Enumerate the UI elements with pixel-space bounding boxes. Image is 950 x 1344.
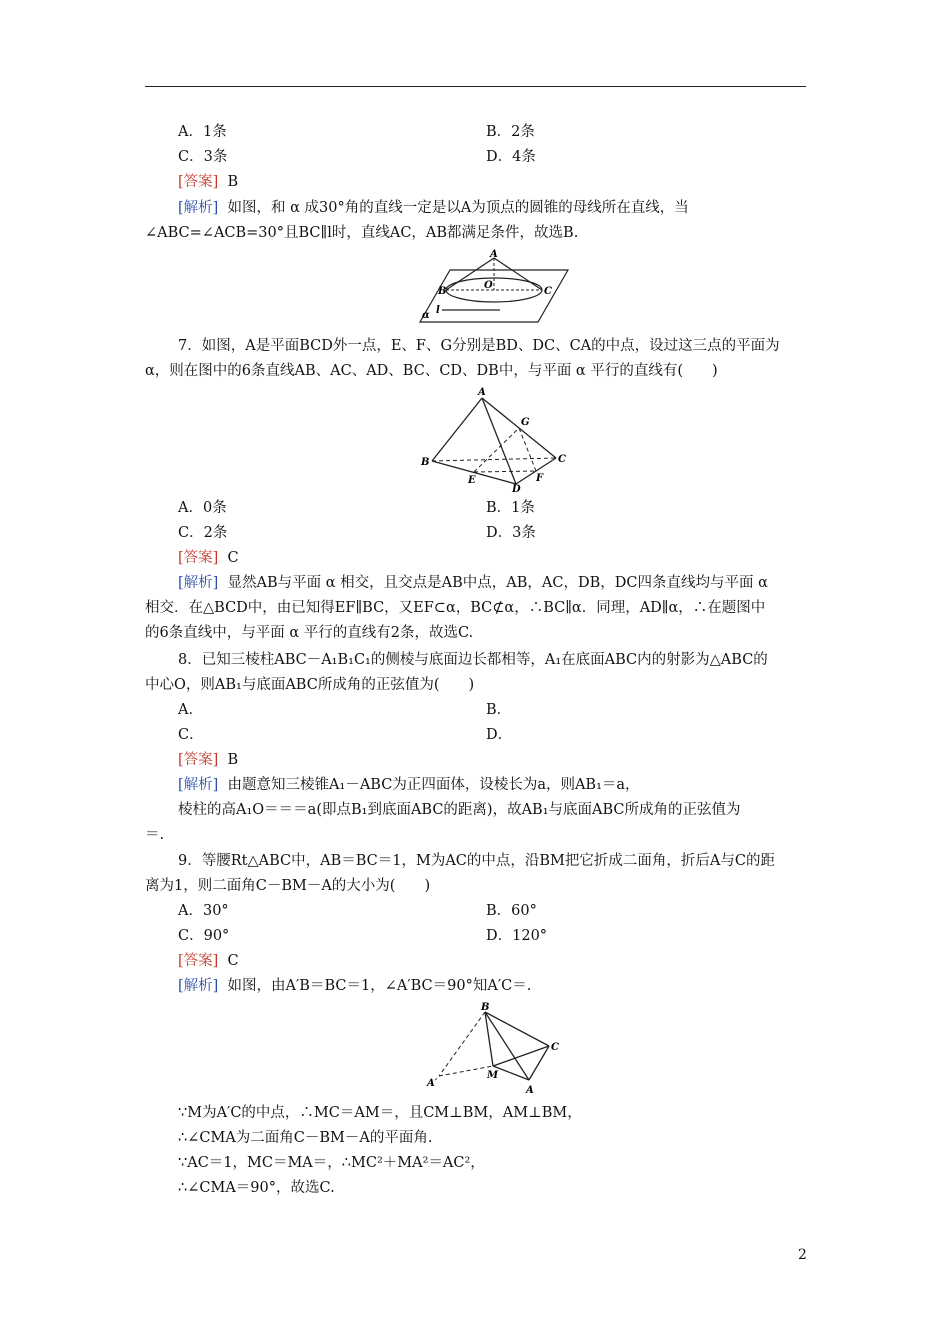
answer-value: C: [227, 953, 239, 969]
explanation-text: 由题意知三棱锥A₁－ABC为正四面体，设棱长为a，则AB₁＝a，: [227, 777, 640, 793]
q8-explanation-line1: [178, 775, 640, 795]
q8-answer: [178, 750, 238, 770]
explanation-tag: [解析]: [178, 200, 219, 216]
q8-option-a: A．: [178, 702, 203, 718]
segment-ef: [474, 471, 536, 472]
q7-explanation-line3: 的6条直线中，与平面 α 平行的直线有2条，故选C.: [145, 625, 474, 641]
q6-answer: [178, 172, 238, 192]
answer-tag: [答案]: [178, 752, 219, 768]
edge-ba1: [439, 1012, 485, 1076]
q9-stem-line1: 9．等腰Rt△ABC中，AB＝BC＝1，M为AC的中点，沿BM把它折成二面角，折后A与C的距: [178, 853, 775, 869]
q9-solution-line2: ∴∠CMA为二面角C－BM－A的平面角.: [178, 1130, 433, 1146]
label-c: C: [544, 286, 552, 297]
label-a: A: [490, 249, 498, 260]
q6-option-d: D．4条: [486, 149, 536, 165]
label-a: A: [478, 387, 486, 398]
q6-option-c: C．3条: [178, 149, 228, 165]
label-f: F: [536, 473, 544, 484]
explanation-text: 如图，和 α 成30°角的直线一定是以A为顶点的圆锥的母线所在直线，当: [227, 200, 689, 216]
label-l: l: [436, 305, 440, 316]
q7-answer: [178, 548, 239, 568]
label-b: B: [438, 286, 447, 297]
label-b: B: [481, 1002, 490, 1013]
q9-option-b: B．60°: [486, 903, 537, 919]
label-o: O: [484, 280, 493, 291]
q9-stem-line2: 离为1，则二面角C－BM－A的大小为( ): [145, 878, 431, 894]
q8-option-d: D．: [486, 727, 513, 743]
figure-tetrahedron: [418, 384, 578, 494]
figure-cone-plane: [410, 248, 580, 324]
q6-option-a: A．1条: [178, 124, 227, 140]
edge-mc: [493, 1046, 549, 1066]
q8-explanation-line2: 棱柱的高A₁O＝＝＝a(即点B₁到底面ABC的距离)，故AB₁与底面ABC所成角的正弦值为: [178, 802, 741, 818]
answer-tag: [答案]: [178, 953, 219, 969]
q9-solution-line3: ∵AC＝1，MC＝MA＝，∴MC²＋MA²＝AC²，: [178, 1155, 485, 1171]
explanation-tag: [解析]: [178, 978, 219, 994]
q9-solution-line4: ∴∠CMA＝90°，故选C.: [178, 1180, 335, 1196]
label-a-prime: A′: [427, 1078, 438, 1089]
q7-explanation-line2: 相交．在△BCD中，由已知得EF∥BC，又EF⊂α，BC⊄α，∴BC∥α．同理，AD∥α，∴在题图中: [145, 600, 766, 616]
q6-explanation-line2: ∠ABC=∠ACB=30°且BC∥l时，直线AC，AB都满足条件，故选B.: [145, 225, 579, 241]
q7-option-c: C．2条: [178, 525, 228, 541]
label-a: A: [526, 1085, 534, 1096]
edge-ma: [493, 1066, 529, 1080]
explanation-text: 如图，由A′B＝BC＝1，∠A′BC＝90°知A′C＝.: [227, 978, 532, 994]
q7-stem-line1: 7．如图，A是平面BCD外一点，E、F、G分别是BD、DC、CA的中点，设过这三点的平面为: [178, 338, 780, 354]
edge-bc: [485, 1012, 549, 1046]
edge-ab: [432, 398, 482, 461]
label-m: M: [487, 1070, 499, 1081]
label-c: C: [558, 454, 566, 465]
label-e: E: [468, 475, 476, 486]
explanation-text: 显然AB与平面 α 相交，且交点是AB中点，AB，AC，DB，DC四条直线均与平面 α: [227, 575, 768, 591]
q8-option-c: C．: [178, 727, 204, 743]
q7-option-d: D．3条: [486, 525, 536, 541]
q7-stem-line2: α，则在图中的6条直线AB、AC、AD、BC、CD、DB中，与平面 α 平行的直线有( ): [145, 363, 718, 379]
label-b: B: [421, 457, 430, 468]
q8-stem-line1: 8．已知三棱柱ABC－A₁B₁C₁的侧棱与底面边长都相等，A₁在底面ABC内的射影为△ABC的: [178, 652, 768, 668]
q9-option-a: A．30°: [178, 903, 229, 919]
label-alpha: α: [422, 310, 430, 321]
q7-explanation-line1: [178, 573, 768, 593]
q9-explanation-line1: [178, 976, 531, 996]
q6-explanation-line1: [178, 198, 689, 218]
header-rule: [145, 86, 806, 87]
label-d: D: [512, 484, 521, 494]
explanation-tag: [解析]: [178, 777, 219, 793]
figure-folded-triangle: [425, 1000, 575, 1096]
edge-bc: [432, 458, 556, 461]
answer-value: B: [227, 174, 239, 190]
edge-bm: [485, 1012, 493, 1066]
explanation-tag: [解析]: [178, 575, 219, 591]
answer-value: C: [227, 550, 239, 566]
label-c: C: [551, 1042, 559, 1053]
answer-tag: [答案]: [178, 550, 219, 566]
q7-option-b: B．1条: [486, 500, 535, 516]
answer-tag: [答案]: [178, 174, 219, 190]
edge-a1m: [439, 1066, 493, 1076]
q6-option-b: B．2条: [486, 124, 535, 140]
q7-option-a: A．0条: [178, 500, 227, 516]
q9-option-d: D．120°: [486, 928, 548, 944]
q9-answer: [178, 951, 239, 971]
edge-ac: [529, 1046, 549, 1080]
page-number: 2: [798, 1247, 807, 1263]
q8-stem-line2: 中心O，则AB₁与底面ABC所成角的正弦值为( ): [145, 677, 475, 693]
answer-value: B: [227, 752, 239, 768]
q8-explanation-line3: ＝.: [145, 827, 165, 843]
label-g: G: [521, 417, 530, 428]
q9-option-c: C．90°: [178, 928, 230, 944]
q9-solution-line1: ∵M为A′C的中点，∴MC＝AM＝，且CM⊥BM，AM⊥BM，: [178, 1105, 582, 1121]
q8-option-b: B．: [486, 702, 512, 718]
